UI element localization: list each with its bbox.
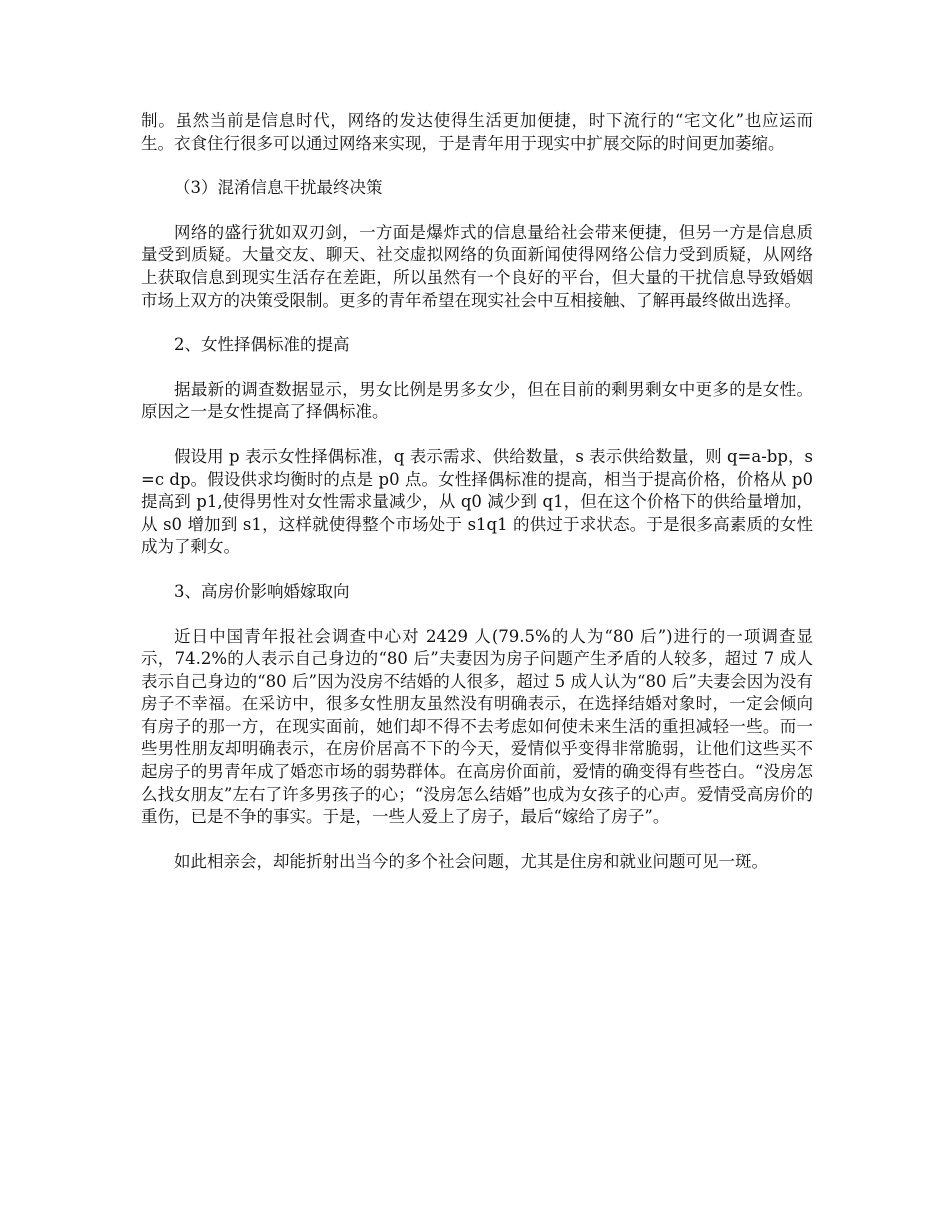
paragraph-continuation: 制。虽然当前是信息时代，网络的发达使得生活更加便捷，时下流行的“宅文化”也应运而生。衣食住行很多可以通过网络来实现，于是青年用于现实中扩展交际的时间更加萎缩。: [141, 111, 813, 153]
section-heading-misleading-info: （3）混淆信息干扰最终决策: [174, 178, 383, 198]
paragraph-conclusion: 如此相亲会，却能折射出当今的多个社会问题，尤其是住房和就业问题可见一斑。: [174, 851, 768, 871]
section-heading-housing-prices: 3、高房价影响婚嫁取向: [174, 581, 350, 601]
document-body: [141, 110, 813, 895]
paragraph-supply-demand-model: 假设用 p 表示女性择偶标准，q 表示需求、供给数量，s 表示供给数量，则 q=a-bp，s=c dp。假设供求均衡时的点是 p0 点。女性择偶标准的提高，相当于提高价格，价格从 p0 提高到 p1,使得男性对女性需求量减少，从 q0 减少到 q1，但在这个价格下的供给量增加，从 s0 增加到 s1，这样就使得整个市场处于 s1q1 的供过于求状态。于是很多高素质的女性成为了剩女。: [141, 446, 813, 557]
paragraph-housing-survey: 近日中国青年报社会调查中心对 2429 人(79.5%的人为“80 后”)进行的一项调查显示，74.2%的人表示自己身边的“80 后”夫妻因为房子问题产生矛盾的人较多，超过 7 成人表示自己身边的“80 后”因为没房不结婚的人很多，超过 5 成人认为“80 后”夫妻会因为没有房子不幸福。在采访中，很多女性朋友虽然没有明确表示，在选择结婚对象时，一定会倾向有房子的那一方，在现实面前，她们却不得不去考虑如何使未来生活的重担减轻一些。而一些男性朋友却明确表示，在房价居高不下的今天，爱情似乎变得非常脆弱，让他们这些买不起房子的男青年成了婚恋市场的弱势群体。在高房价面前，爱情的确变得有些苍白。“没房怎么找女朋友”左右了许多男孩子的心；“没房怎么结婚”也成为女孩子的心声。爱情受高房价的重伤，已是不争的事实。于是，一些人爱上了房子，最后“嫁给了房子”。: [141, 626, 813, 827]
paragraph-network-double-edged: 网络的盛行犹如双刃剑，一方面是爆炸式的信息量给社会带来便捷，但另一方是信息质量受到质疑。大量交友、聊天、社交虚拟网络的负面新闻使得网络公信力受到质疑，从网络上获取信息到现实生活存在差距，所以虽然有一个良好的平台，但大量的干扰信息导致婚姻市场上双方的决策受限制。更多的青年希望在现实社会中互相接触、了解再最终做出选择。: [141, 222, 813, 310]
section-heading-female-standards: 2、女性择偶标准的提高: [174, 335, 350, 355]
paragraph-survey-gender-ratio: 据最新的调查数据显示，男女比例是男多女少，但在目前的剩男剩女中更多的是女性。原因之一是女性提高了择偶标准。: [141, 379, 813, 422]
